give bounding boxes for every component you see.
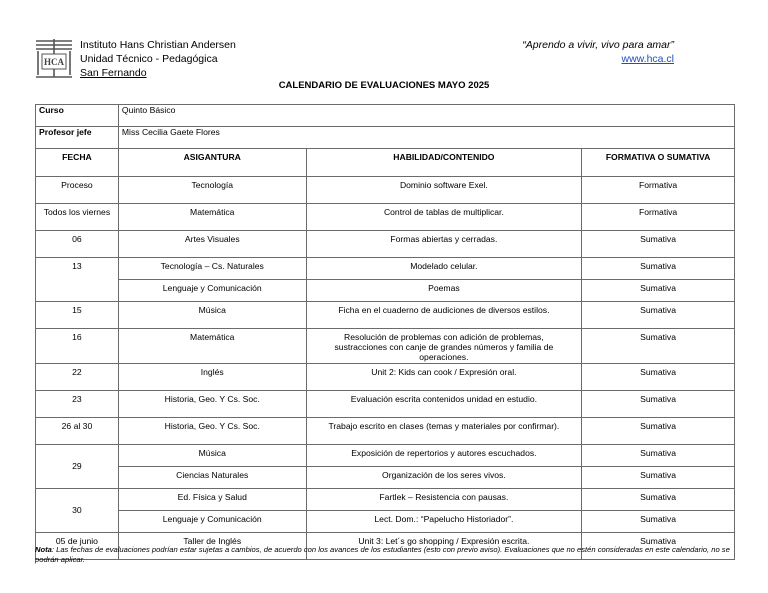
footnote	[35, 545, 745, 565]
fecha-cell: 30	[36, 488, 119, 532]
asignatura-cell: Ed. Física y Salud	[118, 488, 306, 510]
contenido-cell: Unit 3: Let´s go shopping / Expresión escrita.	[306, 532, 582, 559]
column-header-asignatura: ASIGANTURA	[118, 149, 306, 177]
city-name: San Fernando	[80, 67, 147, 79]
table-row	[36, 510, 735, 532]
asignatura-cell: Música	[118, 302, 306, 329]
tipo-cell: Sumativa	[582, 302, 735, 329]
tipo-cell: Sumativa	[582, 532, 735, 559]
asignatura-cell: Taller de Inglés	[118, 532, 306, 559]
table-row	[36, 417, 735, 444]
fecha-cell: 29	[36, 444, 119, 488]
note-text: : Las fechas de evaluaciones podrían estar sujetas a cambios, de acuerdo con los avances de los estudiantes (esto con previo aviso). Evaluaciones que no estén consideradas en este calendario, no se podrán aplicar.	[35, 545, 730, 564]
contenido-cell: Resolución de problemas con adición de problemas, sustracciones con canje de grandes números y familia de operaciones.	[306, 329, 582, 364]
contenido-cell: Modelado celular.	[306, 258, 582, 280]
tipo-cell: Sumativa	[582, 444, 735, 466]
contenido-cell: Fartlek – Resistencia con pausas.	[306, 488, 582, 510]
fecha-cell: 15	[36, 302, 119, 329]
asignatura-cell: Tecnología – Cs. Naturales	[118, 258, 306, 280]
contenido-cell: Trabajo escrito en clases (temas y materiales por confirmar).	[306, 417, 582, 444]
asignatura-cell: Matemática	[118, 329, 306, 364]
fecha-cell: 23	[36, 390, 119, 417]
fecha-cell: 13	[36, 258, 119, 302]
contenido-cell: Lect. Dom.: “Papelucho Historiador”.	[306, 510, 582, 532]
motto: “Aprendo a vivir, vivo para amar”	[522, 39, 674, 51]
contenido-cell: Organización de los seres vivos.	[306, 466, 582, 488]
evaluation-table	[35, 104, 735, 560]
institution-name: Instituto Hans Christian Andersen	[80, 39, 236, 51]
fecha-cell: Todos los viernes	[36, 204, 119, 231]
asignatura-cell: Historia, Geo. Y Cs. Soc.	[118, 417, 306, 444]
institution-block	[80, 38, 236, 80]
table-row	[36, 204, 735, 231]
tipo-cell: Sumativa	[582, 329, 735, 364]
contenido-cell: Poemas	[306, 280, 582, 302]
school-logo	[34, 37, 74, 79]
unit-name: Unidad Técnico - Pedagógica	[80, 53, 218, 65]
table-row	[36, 302, 735, 329]
table-row	[36, 488, 735, 510]
table-row	[36, 466, 735, 488]
tipo-cell: Sumativa	[582, 280, 735, 302]
info-row-profesor	[36, 127, 735, 149]
curso-label: Curso	[36, 105, 119, 127]
table-row	[36, 444, 735, 466]
tipo-cell: Sumativa	[582, 390, 735, 417]
asignatura-cell: Matemática	[118, 204, 306, 231]
contenido-cell: Evaluación escrita contenidos unidad en estudio.	[306, 390, 582, 417]
tipo-cell: Sumativa	[582, 231, 735, 258]
tipo-cell: Sumativa	[582, 510, 735, 532]
contenido-cell: Exposición de repertorios y autores escuchados.	[306, 444, 582, 466]
asignatura-cell: Artes Visuales	[118, 231, 306, 258]
contenido-cell: Control de tablas de multiplicar.	[306, 204, 582, 231]
profesor-label: Profesor jefe	[36, 127, 119, 149]
fecha-cell: 05 de junio	[36, 532, 119, 559]
table-row	[36, 329, 735, 364]
table-row	[36, 363, 735, 390]
contenido-cell: Unit 2: Kids can cook / Expresión oral.	[306, 363, 582, 390]
asignatura-cell: Historia, Geo. Y Cs. Soc.	[118, 390, 306, 417]
table-row	[36, 258, 735, 280]
column-header-tipo: FORMATIVA O SUMATIVA	[582, 149, 735, 177]
header-row	[36, 149, 735, 177]
contenido-cell: Formas abiertas y cerradas.	[306, 231, 582, 258]
asignatura-cell: Ciencias Naturales	[118, 466, 306, 488]
motto-block	[522, 38, 674, 66]
info-row-curso	[36, 105, 735, 127]
tipo-cell: Sumativa	[582, 258, 735, 280]
fecha-cell: Proceso	[36, 177, 119, 204]
logo-text: HCA	[44, 57, 64, 67]
column-header-fecha: FECHA	[36, 149, 119, 177]
note-label: Nota	[35, 545, 52, 554]
contenido-cell: Ficha en el cuaderno de audiciones de diversos estilos.	[306, 302, 582, 329]
contenido-cell: Dominio software Exel.	[306, 177, 582, 204]
tipo-cell: Sumativa	[582, 466, 735, 488]
tipo-cell: Formativa	[582, 204, 735, 231]
fecha-cell: 16	[36, 329, 119, 364]
asignatura-cell: Tecnología	[118, 177, 306, 204]
tipo-cell: Sumativa	[582, 363, 735, 390]
table-row	[36, 280, 735, 302]
fecha-cell: 06	[36, 231, 119, 258]
asignatura-cell: Lenguaje y Comunicación	[118, 280, 306, 302]
table-row	[36, 231, 735, 258]
asignatura-cell: Lenguaje y Comunicación	[118, 510, 306, 532]
asignatura-cell: Inglés	[118, 363, 306, 390]
page-title: CALENDARIO DE EVALUACIONES MAYO 2025	[278, 80, 490, 91]
tipo-cell: Sumativa	[582, 417, 735, 444]
asignatura-cell: Música	[118, 444, 306, 466]
curso-value: Quinto Básico	[118, 105, 734, 127]
fecha-cell: 26 al 30	[36, 417, 119, 444]
table-row	[36, 390, 735, 417]
tipo-cell: Sumativa	[582, 488, 735, 510]
profesor-value: Miss Cecilia Gaete Flores	[118, 127, 734, 149]
table-row	[36, 177, 735, 204]
fecha-cell: 22	[36, 363, 119, 390]
website-link[interactable]: www.hca.cl	[621, 53, 674, 65]
column-header-contenido: HABILIDAD/CONTENIDO	[306, 149, 582, 177]
tipo-cell: Formativa	[582, 177, 735, 204]
